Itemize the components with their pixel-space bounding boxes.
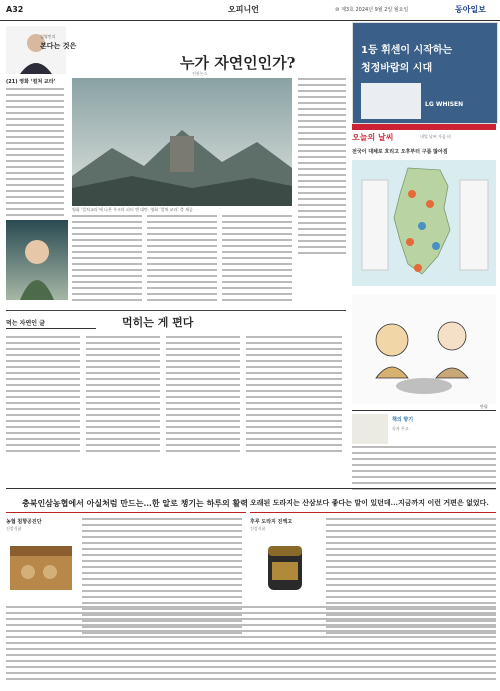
weather-headline: 전국이 대체로 흐리고 오후부터 구름 많아짐: [352, 149, 448, 155]
bottom-ad-headline: 충북인삼농협에서 아실처럼 만드는...한 알로 챙기는 하루의 활력: [22, 498, 248, 508]
ad-product-image: [361, 83, 421, 119]
left-product-image: [6, 536, 76, 596]
ad-whisen: [352, 22, 498, 124]
mid-label: 먹는 자연인 글: [6, 320, 45, 327]
cartoon-illustration-icon: [352, 294, 496, 404]
feature-body-col-1: [72, 215, 142, 305]
bottom-ad-headline-2: 오래된 도라지는 산삼보다 좋다는 말이 있던데...지금까지 이런 거편은 없었다.: [250, 498, 489, 507]
ad-brand: LG WHISEN: [425, 101, 464, 108]
small-box-text: [352, 446, 496, 494]
movie-poster: [6, 220, 68, 300]
column-name: 본다는 것은: [40, 41, 77, 50]
jar-icon: [250, 536, 320, 596]
feature-byline: 전관논스: [192, 71, 208, 76]
feature-body-col-4: [298, 78, 346, 258]
ad-line-2: 청정바람의 시대: [361, 63, 433, 74]
small-box-label: 독자 투고: [392, 426, 409, 431]
page-number: A32: [6, 5, 24, 14]
cartoon-panel: [352, 294, 496, 404]
column-episode: (21) 영화 ‘컬쳐 교라’: [6, 79, 56, 85]
feature-photo: [72, 78, 292, 206]
mid-body-col-2: [86, 336, 160, 456]
mid-body-col-3: [166, 336, 240, 456]
feature-headline: 누가 자연인인가?: [180, 54, 296, 72]
left-sub: 건강식품: [6, 526, 22, 531]
mid-divider: [6, 310, 346, 311]
mid-body-col-4: [246, 336, 342, 456]
paper-logo: 동아일보: [455, 5, 486, 14]
page-header: [0, 0, 500, 21]
weather-title: 오늘의 날씨: [352, 133, 394, 142]
photo-caption: 영화 ‘컬쳐교라’에 나온 우크라 피터 앤 대만. 영화 ‘컬쳐 교라’ 측 제공: [72, 207, 193, 212]
weather-map: [352, 160, 496, 286]
korea-map-icon: [352, 160, 496, 286]
right-brand: 후루 도라지 진액고: [250, 519, 293, 525]
weather-subtitle: 내일 날씨 가끔 비: [420, 134, 451, 139]
columnist-author: 김영민의: [40, 34, 56, 39]
feature-body-col-3: [222, 215, 292, 305]
column-body-text: [6, 88, 64, 232]
section-title: 오피니언: [228, 5, 259, 14]
bottom-ad-topline: [6, 488, 496, 489]
small-box-title: 책의 향기: [392, 417, 414, 423]
right-product-image: [250, 536, 320, 596]
bottom-ad-left-line: [6, 512, 246, 513]
right-sub: 건강식품: [250, 526, 266, 531]
gift-box-icon: [6, 536, 76, 596]
issue-meta: ⑩ 제3호 2024년 9월 2일 월요일: [335, 7, 409, 13]
ad-line-1: 1등 휘센이 시작하는: [361, 45, 453, 56]
weather-redbar: [352, 124, 496, 130]
poster-image-icon: [6, 220, 68, 300]
landscape-photo-icon: [72, 78, 292, 206]
mid-body-col-1: [6, 336, 80, 456]
small-box-thumb: [352, 414, 388, 444]
bottom-fine-print: [6, 606, 496, 684]
bottom-ad-right-line: [250, 512, 496, 513]
left-brand: 농협 침향공진단: [6, 519, 42, 525]
cartoon-signature: 만평: [480, 404, 488, 409]
feature-body-col-2: [147, 215, 217, 305]
small-box-topline: [352, 410, 496, 411]
mid-label-box: [6, 316, 96, 329]
mid-headline: 먹히는 게 편다: [122, 316, 194, 329]
